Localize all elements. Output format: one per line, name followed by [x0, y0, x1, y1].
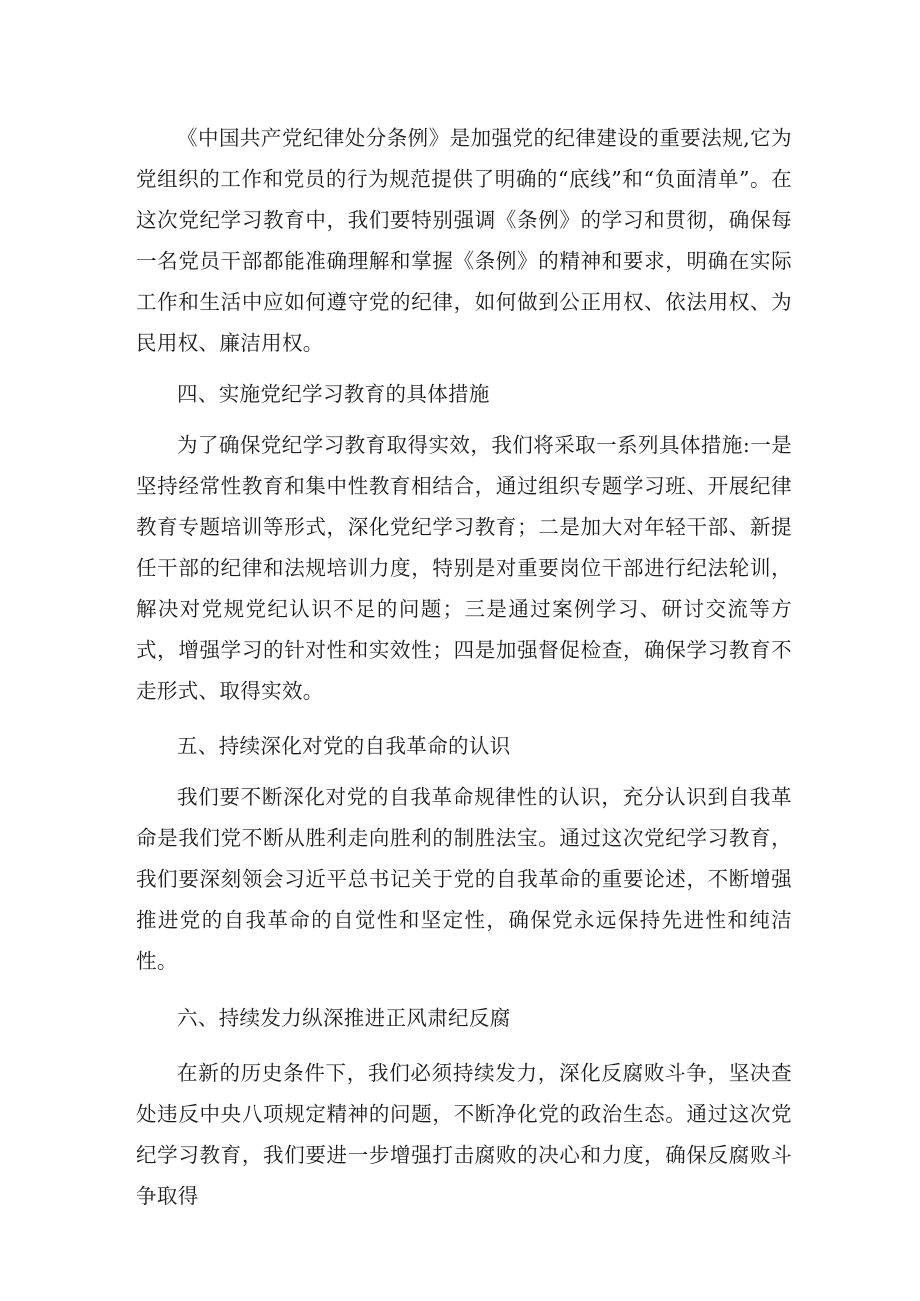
- section-heading-5: 五、持续深化对党的自我革命的认识: [177, 734, 511, 758]
- spacer: [136, 364, 792, 374]
- spacer: [136, 767, 792, 777]
- spacer: [136, 712, 792, 726]
- document-body: [136, 118, 792, 1217]
- spacer: [136, 415, 792, 425]
- spacer: [136, 1039, 792, 1053]
- spacer: [136, 982, 792, 998]
- paragraph-anti-corruption: 在新的历史条件下，我们必须持续发力，深化反腐败斗争，坚决查处违反中央八项规定精神的问题，不断净化党的政治生态。通过这次党纪学习教育，我们要进一步增强打击腐败的决心和力度，确保反腐败斗争取得: [136, 1061, 792, 1208]
- section-heading-6: 六、持续发力纵深推进正风肃纪反腐: [177, 1006, 511, 1030]
- paragraph-self-revolution: 我们要不断深化对党的自我革命规律性的认识，充分认识到自我革命是我们党不断从胜利走向胜利的制胜法宝。通过这次党纪学习教育，我们要深刻领会习近平总书记关于党的自我革命的重要论述，不断增强推进党的自我革命的自觉性和坚定性，确保党永远保持先进性和纯洁性。: [136, 785, 792, 973]
- paragraph-regulations: 《中国共产党纪律处分条例》是加强党的纪律建设的重要法规,它为党组织的工作和党员的行为规范提供了明确的“底线”和“负面清单”。在这次党纪学习教育中，我们要特别强调《条例》的学习和贯彻，确保每一名党员干部都能准确理解和掌握《条例》的精神和要求，明确在实际工作和生活中应如何遵守党的纪律，如何做到公正用权、依法用权、为民用权、廉洁用权。: [136, 126, 792, 355]
- paragraph-measures: 为了确保党纪学习教育取得实效，我们将采取一系列具体措施:一是坚持经常性教育和集中性教育相结合，通过组织专题学习班、开展纪律教育专题培训等形式，深化党纪学习教育；二是加大对年轻干部、新提任干部的纪律和法规培训力度，特别是对重要岗位干部进行纪法轮训，解决对党规党纪认识不足的问题；三是通过案例学习、研讨交流等方式，增强学习的针对性和实效性；四是加强督促检查，确保学习教育不走形式、取得实效。: [136, 433, 792, 703]
- section-heading-4: 四、实施党纪学习教育的具体措施: [177, 382, 490, 406]
